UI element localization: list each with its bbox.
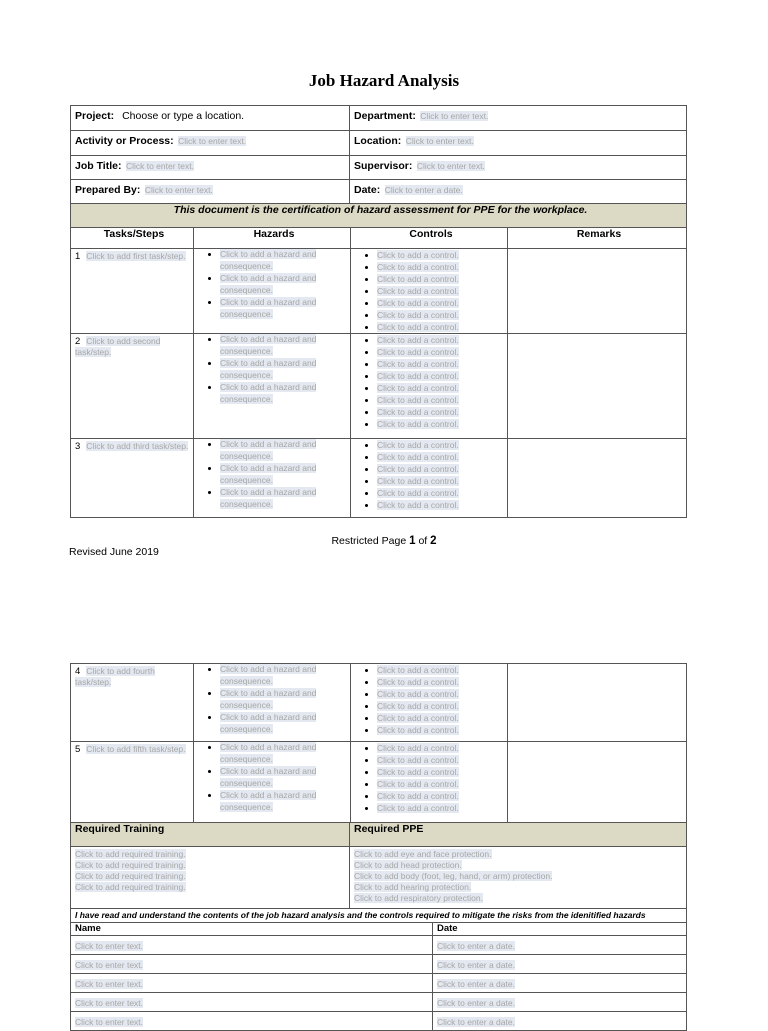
activity-field[interactable]: Click to enter text. xyxy=(178,136,247,146)
jobtitle-field[interactable]: Click to enter text. xyxy=(125,161,194,171)
training-ppe-table xyxy=(70,822,687,909)
control-item[interactable]: • Click to add a control. xyxy=(377,451,507,463)
signoff-table xyxy=(70,908,687,1031)
control-item[interactable]: • Click to add a control. xyxy=(377,676,507,688)
hazard-item[interactable]: • Click to add a hazard and consequence. xyxy=(220,249,350,272)
supervisor-field[interactable]: Click to enter text. xyxy=(416,161,485,171)
supervisor-cell[interactable]: Supervisor: Click to enter text. xyxy=(350,156,687,180)
control-list xyxy=(355,439,507,511)
hazard-item[interactable]: • Click to add a hazard and consequence. xyxy=(220,382,350,405)
location-cell[interactable]: Location: Click to enter text. xyxy=(350,131,687,156)
ppe-item[interactable]: Click to add head protection. xyxy=(354,860,462,870)
task-row-4[interactable]: 4 Click to add fourth task/step. xyxy=(71,664,194,742)
hazard-list xyxy=(198,439,350,510)
control-list xyxy=(355,334,507,430)
required-ppe-heading: Required PPE xyxy=(350,823,687,847)
control-item[interactable]: • Click to add a control. xyxy=(377,766,507,778)
control-item[interactable]: • Click to add a control. xyxy=(377,688,507,700)
hazards-cell[interactable] xyxy=(194,249,351,334)
control-item[interactable]: • Click to add a control. xyxy=(377,297,507,309)
signoff-name[interactable]: Click to enter text. xyxy=(71,993,433,1012)
hazard-list xyxy=(198,249,350,320)
prepared-field[interactable]: Click to enter text. xyxy=(144,185,213,195)
task-row-1[interactable]: 1 Click to add first task/step. xyxy=(71,249,194,334)
col-controls: Controls xyxy=(351,228,508,249)
hazards-cell[interactable] xyxy=(194,334,351,439)
training-list[interactable] xyxy=(71,847,350,909)
control-list xyxy=(355,742,507,814)
controls-cell[interactable] xyxy=(351,742,508,823)
control-item[interactable]: • Click to add a control. xyxy=(377,754,507,766)
hazard-item[interactable]: • Click to add a hazard and consequence. xyxy=(220,358,350,381)
hazard-item[interactable]: • Click to add a hazard and consequence. xyxy=(220,766,350,789)
control-item[interactable]: • Click to add a control. xyxy=(377,406,507,418)
page-footer: Restricted Page 1 of 2 xyxy=(331,535,437,547)
tasks-table-continued xyxy=(70,663,687,823)
control-list xyxy=(355,249,507,333)
control-item[interactable]: • Click to add a control. xyxy=(377,261,507,273)
control-item[interactable]: • Click to add a control. xyxy=(377,487,507,499)
control-item[interactable]: • Click to add a control. xyxy=(377,358,507,370)
signoff-name[interactable]: Click to enter text. xyxy=(71,936,433,955)
remarks-cell[interactable] xyxy=(508,742,687,823)
hazard-item[interactable]: • Click to add a hazard and consequence. xyxy=(220,273,350,296)
control-item[interactable]: • Click to add a control. xyxy=(377,712,507,724)
control-item[interactable]: • Click to add a control. xyxy=(377,334,507,346)
hazards-cell[interactable] xyxy=(194,439,351,518)
hazard-item[interactable]: • Click to add a hazard and consequence. xyxy=(220,334,350,357)
department-cell[interactable]: Department: Click to enter text. xyxy=(350,106,687,131)
signoff-date[interactable]: Click to enter a date. xyxy=(433,993,687,1012)
training-item[interactable]: Click to add required training. xyxy=(75,860,186,870)
required-training-heading: Required Training xyxy=(71,823,350,847)
signoff-date[interactable]: Click to enter a date. xyxy=(433,936,687,955)
ppe-item[interactable]: Click to add eye and face protection. xyxy=(354,849,492,859)
hazard-item[interactable]: • Click to add a hazard and consequence. xyxy=(220,742,350,765)
activity-cell[interactable]: Activity or Process: Click to enter text. xyxy=(71,131,350,156)
control-item[interactable]: • Click to add a control. xyxy=(377,700,507,712)
location-field[interactable]: Click to enter text. xyxy=(405,136,474,146)
control-item[interactable]: • Click to add a control. xyxy=(377,802,507,814)
signoff-date[interactable]: Click to enter a date. xyxy=(433,1012,687,1031)
control-item[interactable]: • Click to add a control. xyxy=(377,439,507,451)
remarks-cell[interactable] xyxy=(508,249,687,334)
ppe-item[interactable]: Click to add respiratory protection. xyxy=(354,893,483,903)
remarks-cell[interactable] xyxy=(508,664,687,742)
control-item[interactable]: • Click to add a control. xyxy=(377,346,507,358)
control-item[interactable]: • Click to add a control. xyxy=(377,475,507,487)
control-item[interactable]: • Click to add a control. xyxy=(377,463,507,475)
col-tasks: Tasks/Steps xyxy=(71,228,194,249)
date-cell[interactable]: Date: Click to enter a date. xyxy=(350,180,687,204)
signoff-name[interactable]: Click to enter text. xyxy=(71,974,433,993)
ppe-item[interactable]: Click to add hearing protection. xyxy=(354,882,472,892)
hazard-item[interactable]: • Click to add a hazard and consequence. xyxy=(220,790,350,813)
certification-banner: This document is the certification of hazard assessment for PPE for the workplace. xyxy=(71,204,687,228)
hazard-item[interactable]: • Click to add a hazard and consequence. xyxy=(220,487,350,510)
hazards-cell[interactable] xyxy=(194,664,351,742)
control-item[interactable]: • Click to add a control. xyxy=(377,724,507,736)
hazard-item[interactable]: • Click to add a hazard and consequence. xyxy=(220,439,350,462)
control-list xyxy=(355,664,507,736)
control-item[interactable]: • Click to add a control. xyxy=(377,499,507,511)
control-item[interactable]: • Click to add a control. xyxy=(377,321,507,333)
control-item[interactable]: • Click to add a control. xyxy=(377,778,507,790)
controls-cell[interactable] xyxy=(351,334,508,439)
acknowledgement-text: I have read and understand the contents of the job hazard analysis and the controls required to mitigate the risks from the idenitified hazards xyxy=(71,909,687,923)
project-cell[interactable]: Project: Choose or type a location. xyxy=(71,106,350,131)
controls-cell[interactable] xyxy=(351,664,508,742)
control-item[interactable]: • Click to add a control. xyxy=(377,394,507,406)
control-item[interactable]: • Click to add a control. xyxy=(377,382,507,394)
hazard-item[interactable]: • Click to add a hazard and consequence. xyxy=(220,712,350,735)
control-item[interactable]: • Click to add a control. xyxy=(377,309,507,321)
tasks-table xyxy=(70,227,687,518)
hazard-item[interactable]: • Click to add a hazard and consequence. xyxy=(220,463,350,486)
task-row-5[interactable]: 5 Click to add fifth task/step. xyxy=(71,742,194,823)
training-item[interactable]: Click to add required training. xyxy=(75,882,186,892)
control-item[interactable]: • Click to add a control. xyxy=(377,790,507,802)
control-item[interactable]: • Click to add a control. xyxy=(377,664,507,676)
ppe-item[interactable]: Click to add body (foot, leg, hand, or arm) protection. xyxy=(354,871,553,881)
control-item[interactable]: • Click to add a control. xyxy=(377,249,507,261)
jobtitle-cell[interactable]: Job Title: Click to enter text. xyxy=(71,156,350,180)
header-table xyxy=(70,105,687,228)
control-item[interactable]: • Click to add a control. xyxy=(377,273,507,285)
date-column-header: Date xyxy=(433,923,687,936)
control-item[interactable]: • Click to add a control. xyxy=(377,285,507,297)
hazard-item[interactable]: • Click to add a hazard and consequence. xyxy=(220,688,350,711)
col-remarks: Remarks xyxy=(508,228,687,249)
task-row-3[interactable]: 3 Click to add third task/step. xyxy=(71,439,194,518)
hazards-cell[interactable] xyxy=(194,742,351,823)
department-field[interactable]: Click to enter text. xyxy=(420,111,489,121)
training-item[interactable]: Click to add required training. xyxy=(75,849,186,859)
hazard-item[interactable]: • Click to add a hazard and consequence. xyxy=(220,664,350,687)
ppe-list[interactable] xyxy=(350,847,687,909)
controls-cell[interactable] xyxy=(351,249,508,334)
signoff-name[interactable]: Click to enter text. xyxy=(71,1012,433,1031)
control-item[interactable]: • Click to add a control. xyxy=(377,418,507,430)
control-item[interactable]: • Click to add a control. xyxy=(377,370,507,382)
controls-cell[interactable] xyxy=(351,439,508,518)
document-title: Job Hazard Analysis xyxy=(308,71,460,90)
hazard-item[interactable]: • Click to add a hazard and consequence. xyxy=(220,297,350,320)
signoff-name[interactable]: Click to enter text. xyxy=(71,955,433,974)
hazard-list xyxy=(198,664,350,735)
training-item[interactable]: Click to add required training. xyxy=(75,871,186,881)
control-item[interactable]: • Click to add a control. xyxy=(377,742,507,754)
col-hazards: Hazards xyxy=(194,228,351,249)
hazard-list xyxy=(198,742,350,813)
remarks-cell[interactable] xyxy=(508,439,687,518)
remarks-cell[interactable] xyxy=(508,334,687,439)
hazard-list xyxy=(198,334,350,405)
revision-note: Revised June 2019 xyxy=(69,546,159,558)
signoff-date[interactable]: Click to enter a date. xyxy=(433,955,687,974)
name-column-header: Name xyxy=(71,923,433,936)
date-field[interactable]: Click to enter a date. xyxy=(384,185,463,195)
task-row-2[interactable]: 2 Click to add second task/step. xyxy=(71,334,194,439)
project-field[interactable]: Choose or type a location. xyxy=(122,110,245,122)
signoff-date[interactable]: Click to enter a date. xyxy=(433,974,687,993)
prepared-cell[interactable]: Prepared By: Click to enter text. xyxy=(71,180,350,204)
